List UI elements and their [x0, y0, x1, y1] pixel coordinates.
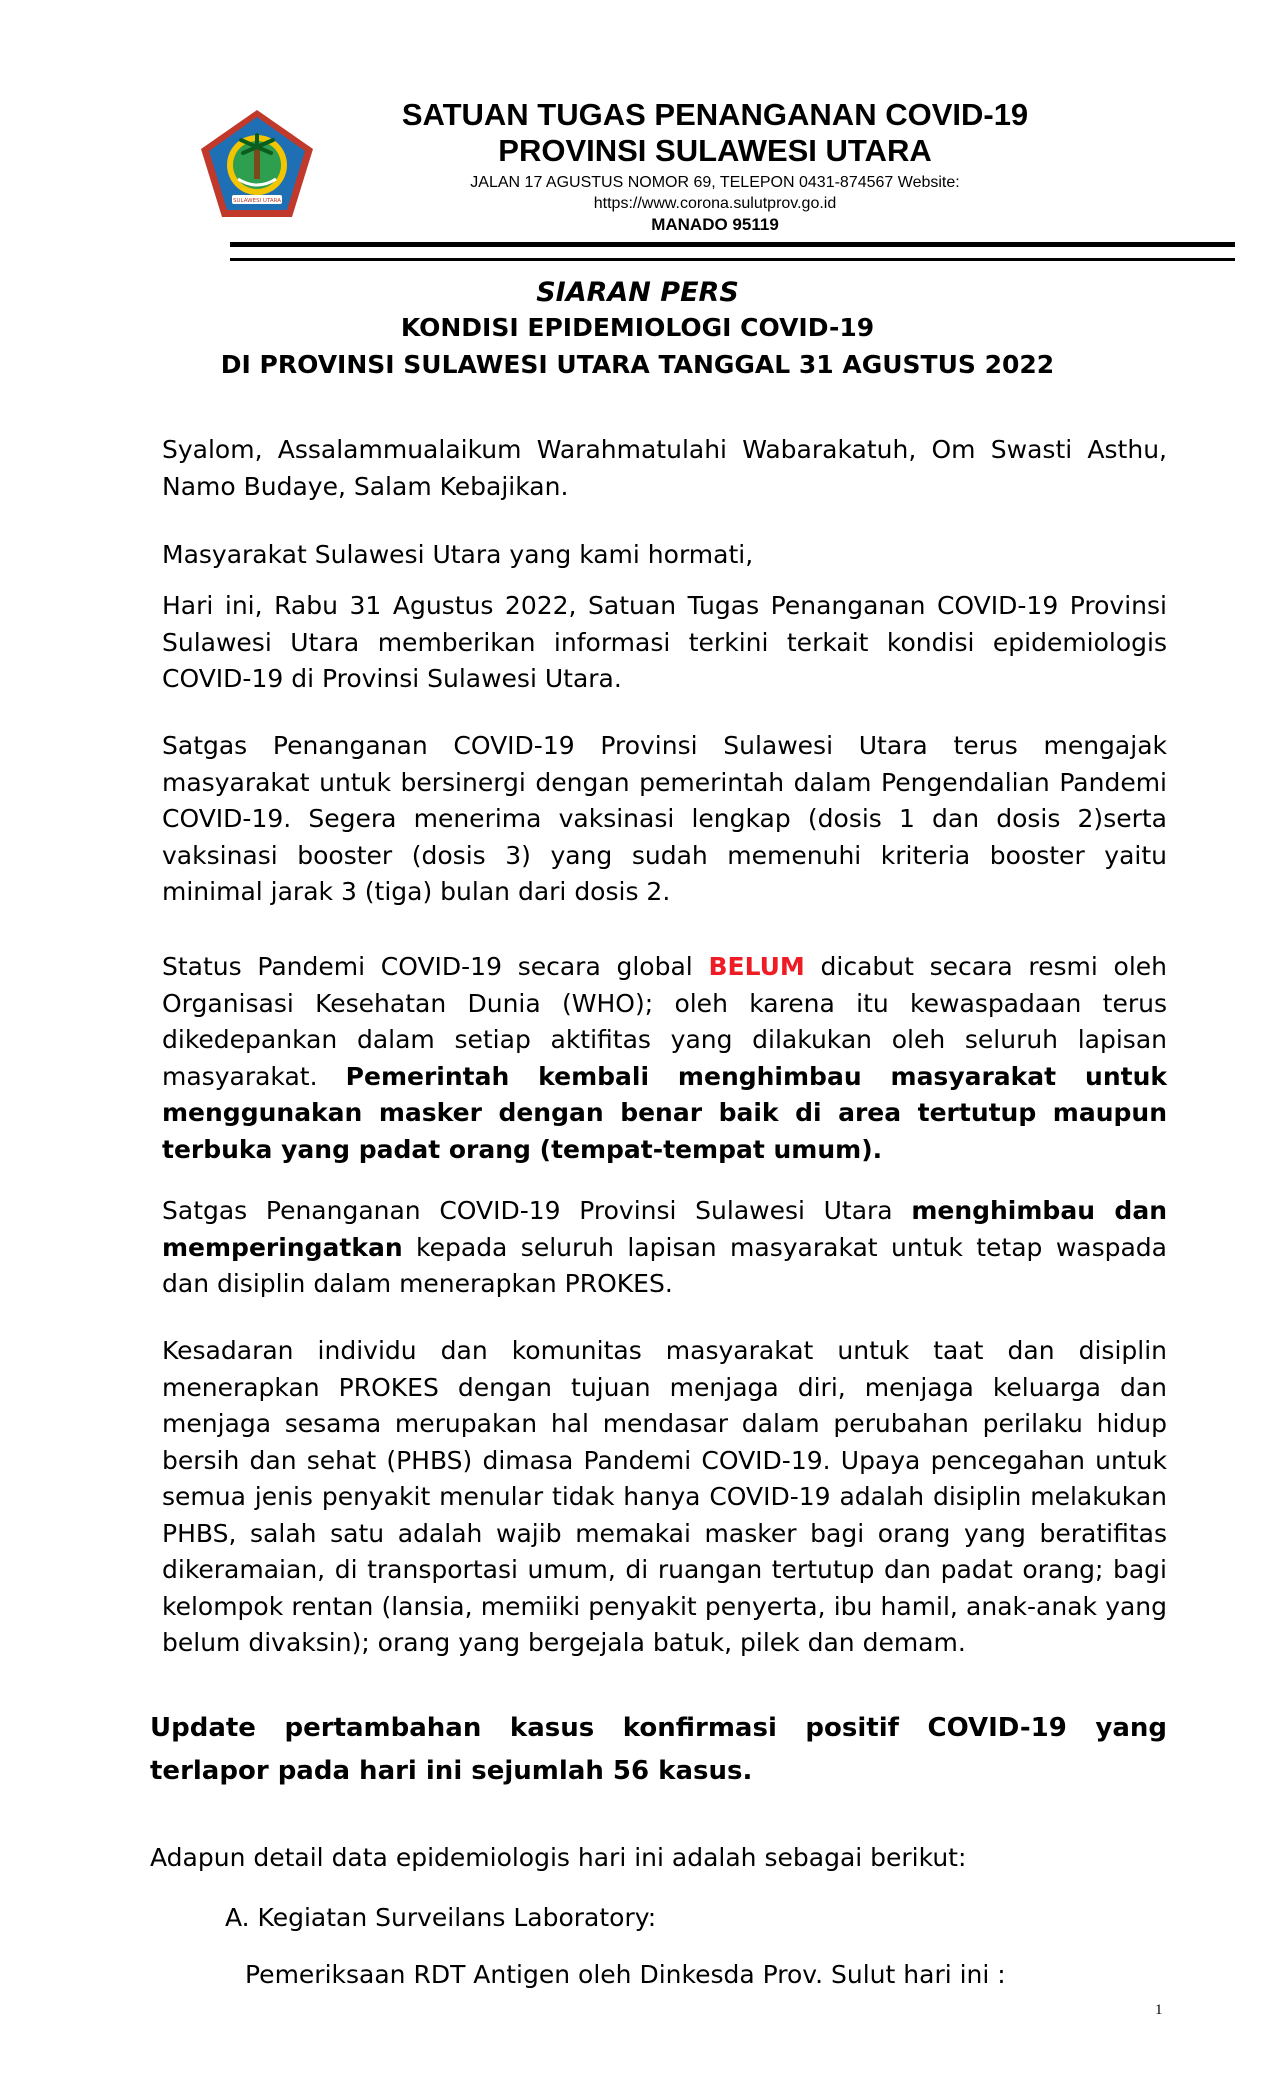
update-cases-paragraph: Update pertambahan kasus konfirmasi positif COVID-19 yang terlapor pada hari ini sejumlah 56 kasus. [150, 1713, 1167, 1786]
document-title-line1: KONDISI EPIDEMIOLOGI COVID-19 [400, 313, 875, 342]
document-title-line2: DI PROVINSI SULAWESI UTARA TANGGAL 31 AGUSTUS 2022 [220, 350, 1055, 379]
paragraph-4 [162, 1193, 1167, 1303]
paragraph-5-text: Kesadaran individu dan komunitas masyarakat untuk taat dan disiplin menerapkan PROKES dengan tujuan menjaga diri, menjaga keluarga dan menjaga sesama merupakan hal mendasar dalam perubahan perilaku hidup bersih dan sehat (PHBS) dimasa Pandemi COVID-19. Upaya pencegahan untuk semua jenis penyakit menular tidak hanya COVID-19 adalah disiplin melakukan PHBS, salah satu adalah wajib memakai masker bagi orang yang beratifitas dikeramaian, di transportasi umum, di ruangan tertutup dan padat orang; bagi kelompok rentan (lansia, memiiki penyakit penyerta, ibu hamil, anak-anak yang belum divaksin); orang yang bergejala batuk, pilek dan demam. [162, 1336, 1167, 1657]
paragraph-2-text: Satgas Penanganan COVID-19 Provinsi Sulawesi Utara terus mengajak masyarakat untuk bersinergi dengan pemerintah dalam Pengendalian Pandemi COVID-19. Segera menerima vaksinasi lengkap (dosis 1 dan dosis 2)serta vaksinasi booster (dosis 3) yang sudah memenuhi kriteria booster yaitu minimal jarak 3 (tiga) bulan dari dosis 2. [162, 731, 1167, 906]
greeting-text: Syalom, Assalammualaikum Warahmatulahi Wabarakatuh, Om Swasti Asthu, Namo Budaye, Salam Kebajikan. [162, 435, 1167, 501]
address-line: JALAN 17 AGUSTUS NOMOR 69, TELEPON 0431-874567 Website: [470, 174, 960, 191]
paragraph-3-bold: Pemerintah kembali menghimbau masyarakat untuk menggunakan masker dengan benar baik di area tertutup maupun terbuka yang padat orang (tempat-tempat umum). [162, 1061, 1167, 1164]
letterhead-address [420, 172, 1010, 214]
paragraph-1 [162, 588, 1167, 698]
salutation-text: Masyarakat Sulawesi Utara yang kami hormati, [162, 540, 754, 569]
website-line: https://www.corona.sulutprov.go.id [593, 195, 837, 212]
detail-intro: Adapun detail data epidemiologis hari ini adalah sebagai berikut: [150, 1843, 967, 1872]
paragraph-1-text: Hari ini, Rabu 31 Agustus 2022, Satuan Tugas Penanganan COVID-19 Provinsi Sulawesi Utara memberikan informasi terkini terkait kondisi epidemiologis COVID-19 di Provinsi Sulawesi Utara. [162, 591, 1167, 693]
rdt-antigen-line: Pemeriksaan RDT Antigen oleh Dinkesda Prov. Sulut hari ini : [245, 1960, 1006, 1989]
paragraph-4-bold: menghimbau dan memperingatkan [162, 1196, 1167, 1262]
org-name-line1: SATUAN TUGAS PENANGANAN COVID-19 [401, 97, 1029, 132]
press-release-label: SIARAN PERS [536, 277, 739, 308]
paragraph-3-text-a: Status Pandemi COVID-19 secara global [162, 952, 709, 981]
paragraph-3 [162, 949, 1167, 1168]
greeting-paragraph [162, 432, 1167, 505]
paragraph-3-text-b: dicabut secara resmi oleh Organisasi Kesehatan Dunia (WHO); oleh karena itu kewaspadaan terus dikedepankan dalam setiap aktifitas yang dilakukan oleh seluruh lapisan masyarakat. [162, 952, 1167, 1091]
belum-highlight: BELUM [708, 952, 805, 981]
logo-caption: SULAWESI UTARA [232, 198, 282, 204]
province-emblem-logo [198, 107, 316, 221]
section-a-heading: A. Kegiatan Surveilans Laboratory: [225, 1903, 657, 1932]
paragraph-2 [162, 728, 1167, 911]
paragraph-5 [162, 1333, 1167, 1662]
letterhead-city: MANADO 95119 [651, 215, 779, 234]
paragraph-4-text-a: Satgas Penanganan COVID-19 Provinsi Sulawesi Utara [162, 1196, 912, 1225]
letterhead-rule-thin [230, 258, 1235, 261]
salutation [162, 537, 1167, 574]
paragraph-4-text-b: kepada seluruh lapisan masyarakat untuk tetap waspada dan disiplin dalam menerapkan PROKES. [162, 1232, 1167, 1298]
page-number: 1 [1155, 2002, 1163, 2018]
letterhead-rule-thick [230, 242, 1235, 247]
org-name-line2: PROVINSI SULAWESI UTARA [498, 133, 932, 168]
